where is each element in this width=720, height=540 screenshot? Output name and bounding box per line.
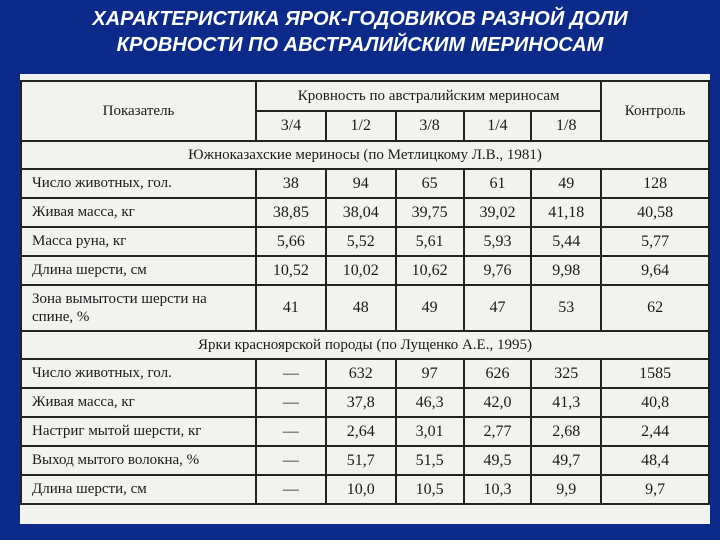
section-title: Ярки красноярской породы (по Лущенко А.Е., 1995) — [21, 331, 709, 359]
value-cell: 3,01 — [396, 417, 464, 446]
table-row — [21, 388, 709, 417]
value-cell: 2,64 — [326, 417, 396, 446]
control-value-cell: 128 — [601, 169, 709, 198]
value-cell: 61 — [464, 169, 532, 198]
value-cell: 5,44 — [531, 227, 601, 256]
control-value-cell: 1585 — [601, 359, 709, 388]
value-cell: 10,3 — [464, 475, 532, 504]
value-cell: 39,02 — [464, 198, 532, 227]
control-value-cell: 9,64 — [601, 256, 709, 285]
table-row — [21, 475, 709, 504]
value-cell: 5,52 — [326, 227, 396, 256]
row-label-line: спине, % — [32, 309, 90, 325]
value-cell: 49 — [531, 169, 601, 198]
value-cell: — — [256, 359, 326, 388]
header-row — [21, 81, 709, 111]
fraction-cell: 1/4 — [464, 111, 532, 141]
value-cell: 10,0 — [326, 475, 396, 504]
fraction-cell: 1/2 — [326, 111, 396, 141]
value-cell: 10,02 — [326, 256, 396, 285]
value-cell: 9,76 — [464, 256, 532, 285]
value-cell: 41 — [256, 285, 326, 331]
value-cell: 42,0 — [464, 388, 532, 417]
slide-title — [0, 6, 720, 58]
value-cell: 51,5 — [396, 446, 464, 475]
value-cell: 48 — [326, 285, 396, 331]
table-row — [21, 169, 709, 198]
value-cell: 9,98 — [531, 256, 601, 285]
indicator-header: Показатель — [21, 81, 256, 141]
row-label: Число животных, гол. — [21, 169, 256, 198]
control-value-cell: 48,4 — [601, 446, 709, 475]
section-row — [21, 141, 709, 169]
control-value-cell: 9,7 — [601, 475, 709, 504]
section-row — [21, 331, 709, 359]
value-cell: 632 — [326, 359, 396, 388]
row-label: Настриг мытой шерсти, кг — [21, 417, 256, 446]
fraction-cell: 1/8 — [531, 111, 601, 141]
value-cell: 9,9 — [531, 475, 601, 504]
table-row — [21, 285, 709, 331]
control-value-cell: 40,8 — [601, 388, 709, 417]
value-cell: 10,5 — [396, 475, 464, 504]
value-cell: 325 — [531, 359, 601, 388]
value-cell: 626 — [464, 359, 532, 388]
value-cell: 53 — [531, 285, 601, 331]
control-value-cell: 40,58 — [601, 198, 709, 227]
fraction-cell: 3/4 — [256, 111, 326, 141]
value-cell: 49,5 — [464, 446, 532, 475]
row-label: Масса руна, кг — [21, 227, 256, 256]
value-cell: — — [256, 446, 326, 475]
row-label: Выход мытого волокна, % — [21, 446, 256, 475]
table-row — [21, 256, 709, 285]
value-cell: 10,62 — [396, 256, 464, 285]
row-label-line: Зона вымытости шерсти на — [32, 291, 207, 307]
value-cell: — — [256, 475, 326, 504]
value-cell: 49 — [396, 285, 464, 331]
value-cell: 5,66 — [256, 227, 326, 256]
value-cell: 47 — [464, 285, 532, 331]
value-cell: 46,3 — [396, 388, 464, 417]
value-cell: 10,52 — [256, 256, 326, 285]
row-label: Длина шерсти, см — [21, 475, 256, 504]
control-value-cell: 2,44 — [601, 417, 709, 446]
fraction-cell: 3/8 — [396, 111, 464, 141]
row-label — [21, 285, 256, 331]
value-cell: 51,7 — [326, 446, 396, 475]
table-row — [21, 359, 709, 388]
value-cell: 2,68 — [531, 417, 601, 446]
value-cell: 49,7 — [531, 446, 601, 475]
control-header: Контроль — [601, 81, 709, 141]
table-row — [21, 446, 709, 475]
slide-title-line2: КРОВНОСТИ ПО АВСТРАЛИЙСКИМ МЕРИНОСАМ — [116, 34, 604, 56]
row-label: Живая масса, кг — [21, 198, 256, 227]
value-cell: 2,77 — [464, 417, 532, 446]
data-table — [20, 80, 710, 505]
value-cell: 37,8 — [326, 388, 396, 417]
value-cell: 41,3 — [531, 388, 601, 417]
value-cell: 5,61 — [396, 227, 464, 256]
row-label: Число животных, гол. — [21, 359, 256, 388]
control-value-cell: 5,77 — [601, 227, 709, 256]
value-cell: 94 — [326, 169, 396, 198]
row-label: Длина шерсти, см — [21, 256, 256, 285]
value-cell: — — [256, 417, 326, 446]
control-value-cell: 62 — [601, 285, 709, 331]
section-title: Южноказахские мериносы (по Метлицкому Л.В., 1981) — [21, 141, 709, 169]
scanned-table-sheet — [20, 74, 710, 524]
table-row — [21, 417, 709, 446]
table-row — [21, 227, 709, 256]
value-cell: 97 — [396, 359, 464, 388]
value-cell: 5,93 — [464, 227, 532, 256]
value-cell: 65 — [396, 169, 464, 198]
value-cell: — — [256, 388, 326, 417]
value-cell: 39,75 — [396, 198, 464, 227]
value-cell: 38 — [256, 169, 326, 198]
blood-header: Кровность по австралийским мериносам — [256, 81, 601, 111]
value-cell: 41,18 — [531, 198, 601, 227]
slide-title-line1: ХАРАКТЕРИСТИКА ЯРОК-ГОДОВИКОВ РАЗНОЙ ДОЛИ — [92, 8, 628, 30]
table-row — [21, 198, 709, 227]
row-label: Живая масса, кг — [21, 388, 256, 417]
value-cell: 38,04 — [326, 198, 396, 227]
value-cell: 38,85 — [256, 198, 326, 227]
